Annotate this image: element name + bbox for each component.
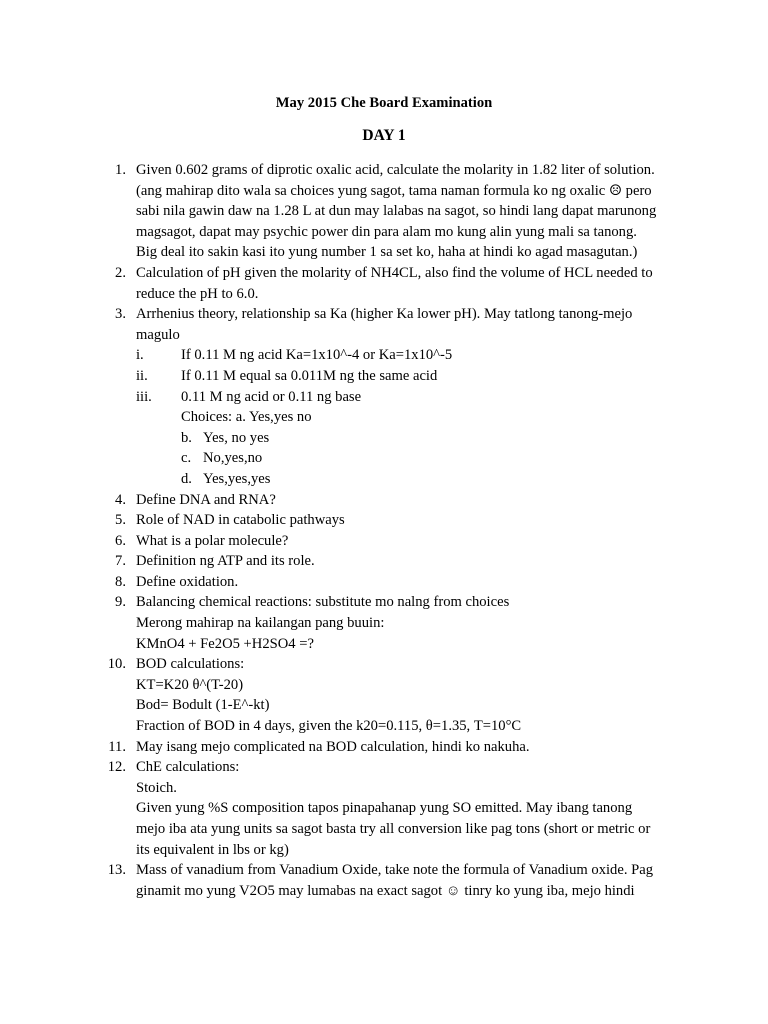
item-number: 2. <box>115 264 126 281</box>
item-line: (ang mahirap dito wala sa choices yung sagot, tama naman formula ko ng oxalic ☹ pero <box>136 182 652 199</box>
item-line: reduce the pH to 6.0. <box>136 285 259 302</box>
item-line: Define oxidation. <box>136 573 239 590</box>
sub-item-text: 0.11 M ng acid or 0.11 ng base <box>181 388 362 405</box>
list-item <box>0 551 686 572</box>
list-item <box>0 510 686 531</box>
sub-item-number: iii. <box>136 388 152 405</box>
item-number: 11. <box>108 738 126 755</box>
item-line: Definition ng ATP and its role. <box>136 553 315 570</box>
choice-text: Yes, no yes <box>203 429 270 446</box>
sub-item-text: If 0.11 M ng acid Ka=1x10^-4 or Ka=1x10^-5 <box>181 347 453 364</box>
choice-option <box>136 448 686 469</box>
item-number: 1. <box>115 162 126 178</box>
list-item <box>0 263 686 304</box>
item-line: Role of NAD in catabolic pathways <box>136 512 345 529</box>
item-number: 13. <box>107 862 126 879</box>
item-line: its equivalent in lbs or kg) <box>136 841 289 858</box>
sub-item-text: If 0.11 M equal sa 0.011M ng the same acid <box>181 367 438 384</box>
item-number: 12. <box>107 759 126 776</box>
sub-item-number: i. <box>136 347 144 364</box>
list-item <box>0 572 686 593</box>
choice-text: No,yes,no <box>203 450 263 467</box>
choice-option <box>136 428 686 449</box>
item-number: 9. <box>115 594 126 611</box>
item-number: 5. <box>115 512 126 529</box>
item-number: 4. <box>115 491 126 508</box>
list-item <box>0 592 686 654</box>
choice-letter: b. <box>181 429 192 446</box>
sub-item <box>136 387 686 408</box>
item-number: 8. <box>115 573 126 590</box>
item-line: What is a polar molecule? <box>136 532 289 549</box>
item-line: May isang mejo complicated na BOD calculation, hindi ko nakuha. <box>136 738 530 755</box>
document-title: May 2015 Che Board Examination <box>275 95 493 111</box>
item-line: Big deal ito sakin kasi ito yung number 1 sa set ko, haha at hindi ko agad masagutan.) <box>136 244 638 261</box>
list-item <box>0 737 686 758</box>
item-line: Balancing chemical reactions: substitute mo nalng from choices <box>136 594 510 611</box>
choice-letter: c. <box>181 450 192 467</box>
item-line: Bod= Bodult (1-E^-kt) <box>136 697 270 714</box>
list-item <box>0 160 686 263</box>
item-line: magsagot, dapat may psychic power din para alam mo kung alin yung mali sa tanong. <box>136 223 637 240</box>
day-heading: DAY 1 <box>362 127 406 144</box>
sub-item <box>136 345 686 366</box>
item-line: Given yung %S composition tapos pinapahanap yung SO emitted. May ibang tanong <box>136 800 633 817</box>
list-item <box>0 860 686 901</box>
list-item <box>0 304 686 489</box>
item-line: mejo iba ata yung units sa sagot basta try all conversion like pag tons (short or metric or <box>136 821 651 837</box>
choices-intro: Choices: a. Yes,yes no <box>181 409 312 426</box>
item-number: 7. <box>115 553 126 570</box>
choice-option <box>136 469 686 490</box>
list-item <box>0 531 686 552</box>
item-line: Stoich. <box>136 779 177 796</box>
item-line: Mass of vanadium from Vanadium Oxide, take note the formula of Vanadium oxide. Pag <box>136 862 654 879</box>
item-number: 10. <box>107 656 126 673</box>
sub-item <box>136 366 686 387</box>
item-line: KMnO4 + Fe2O5 +H2SO4 =? <box>136 635 314 652</box>
list-item <box>0 490 686 511</box>
item-line: Fraction of BOD in 4 days, given the k20=0.115, θ=1.35, T=10°C <box>136 718 522 735</box>
item-line: Arrhenius theory, relationship sa Ka (higher Ka lower pH). May tatlong tanong-mejo <box>136 306 633 323</box>
item-line: BOD calculations: <box>136 656 245 673</box>
item-line: sabi nila gawin daw na 1.28 L at dun may lalabas na sagot, so hindi lang dapat marunong <box>136 203 657 220</box>
item-line: Calculation of pH given the molarity of NH4CL, also find the volume of HCL needed to <box>136 264 653 281</box>
item-line: magulo <box>136 326 180 343</box>
question-list <box>0 160 768 901</box>
item-line: Given 0.602 grams of diprotic oxalic acid, calculate the molarity in 1.82 liter of solution. <box>136 162 655 178</box>
list-item <box>0 654 686 736</box>
item-line: KT=K20 θ^(T-20) <box>136 676 244 693</box>
sub-item-number: ii. <box>136 367 148 384</box>
item-line: Define DNA and RNA? <box>136 491 276 508</box>
item-number: 6. <box>115 532 126 549</box>
item-number: 3. <box>115 306 126 323</box>
item-line: Merong mahirap na kailangan pang buuin: <box>136 615 385 632</box>
item-line: ginamit mo yung V2O5 may lumabas na exact sagot ☺ tinry ko yung iba, mejo hindi <box>136 882 635 899</box>
list-item <box>0 757 686 860</box>
choice-letter: d. <box>181 470 192 487</box>
item-line: ChE calculations: <box>136 759 240 776</box>
choice-text: Yes,yes,yes <box>203 470 271 487</box>
